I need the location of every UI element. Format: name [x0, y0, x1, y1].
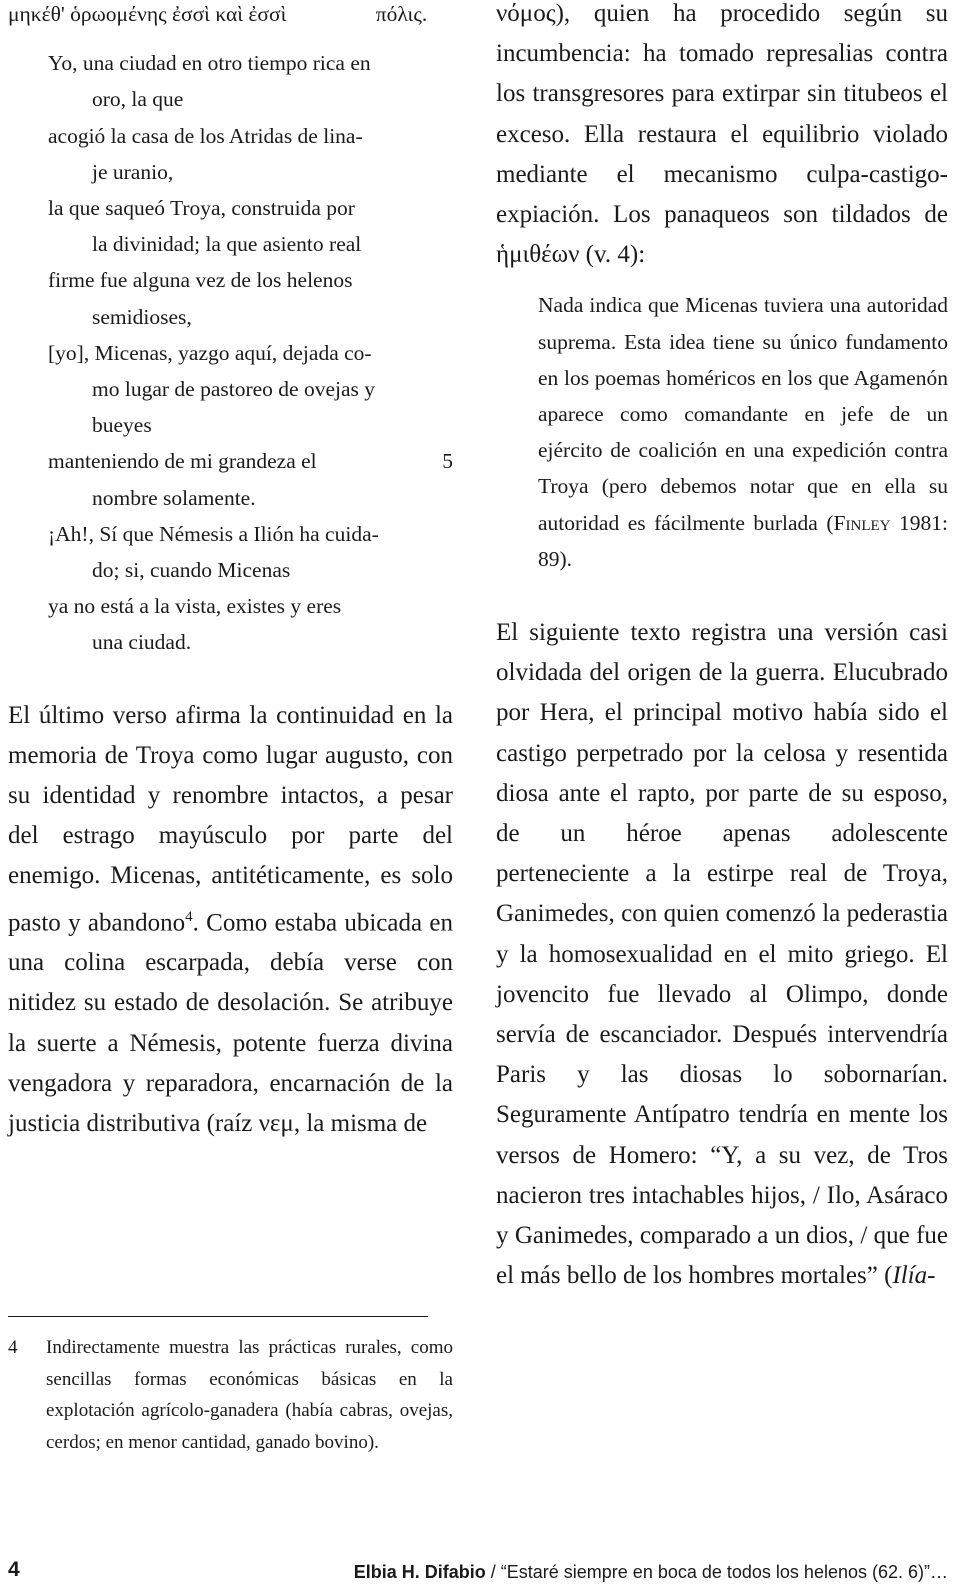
poem-line — [8, 480, 453, 516]
poem-line-text: ya no está a la vista, existes y eres — [48, 594, 342, 619]
footnote-number: 4 — [8, 1337, 18, 1358]
left-column — [8, 0, 453, 1144]
prose-right-1: νόμος), quien ha procedido según su incumbencia: ha tomado represalias contra los transgresores para extirpar sin titubeos el exceso. Ella restaura el equilibrio violado mediante el mecanismo culpa-castigo-expiación. Los panaqueos son tildados de ἡμιθέων (v. 4): — [496, 0, 948, 269]
prose-right-2-text: El siguiente texto registra una versión casi olvidada del origen de la guerra. Elucubrado por Hera, el principal motivo había sido el castigo perpetrado por la celosa y resentida diosa ante el rapto, por parte de su esposo, de un héroe apenas adolescente perteneciente a la estirpe real de Troya, Ganimedes, con quien comenzó la pederastia y la homosexualidad en el mito griego. El jovencito fue llevado al Olimpo, donde servía de escanciador. Después intervendría Paris y las diosas lo sobornarían. Seguramente Antípatro tendría en mente los versos de Homero: “Y, a su vez, de Tros nacieron tres intachables hijos, / Ilo, Asáraco y Ganimedes, comparado a un dios, / que fue el más bello de los hombres mortales” ( — [496, 619, 948, 1290]
page-number: 4 — [8, 1558, 20, 1581]
poem-line — [8, 45, 453, 81]
prose-right-2 — [496, 613, 948, 1296]
poem-line-text: acogió la casa de los Atridas de lina- — [48, 123, 363, 148]
greek-verse — [8, 0, 453, 32]
prose-text-1: El último verso afirma la continuidad en la memoria de Troya como lugar augusto, con su identidad y renombre intactos, a pesar del estrago mayúsculo por parte del enemigo. Micenas, antitéticamente, es solo pasto y abandono — [8, 701, 453, 936]
poem-line-text: do; si, cuando Micenas — [92, 558, 291, 583]
poem-line-text: manteniendo de mi grandeza el — [48, 449, 317, 474]
footer-title: “Estaré siempre en boca de todos los helenos (62. 6)”… — [500, 1562, 948, 1582]
body-paragraph-left — [8, 696, 453, 1145]
quote-text: Nada indica que Micenas tuviera una autoridad suprema. Esta idea tiene su único fundamento en los poemas homéricos en los que Agamenón aparece como comandante en jefe de un ejército de coalición en una expedición contra Troya (pero debemos notar que en ella su autoridad es fácilmente burlada ( — [538, 293, 948, 535]
poem-line — [8, 154, 453, 190]
quote-author: Finley — [833, 510, 891, 535]
right-column — [496, 0, 948, 1297]
footer-separator: / — [485, 1562, 501, 1582]
poem-line — [8, 588, 453, 624]
poem-line — [8, 371, 453, 407]
footer-author: Elbia H. Difabio — [353, 1562, 486, 1582]
poem-line — [8, 81, 453, 117]
greek-line-2: πόλις. — [375, 2, 428, 26]
prose-right-2-italic: Ilía- — [892, 1262, 936, 1290]
greek-line-1: μηκέθ' ὁρωομένης ἐσσὶ καὶ ἐσσὶ — [8, 2, 287, 26]
poem-line — [8, 443, 453, 479]
poem-line — [8, 299, 453, 335]
poem-line — [8, 624, 453, 660]
poem-line-text: ¡Ah!, Sí que Némesis a Ilión ha cuida- — [48, 521, 379, 546]
poem-line — [8, 190, 453, 226]
poem-line-text: [yo], Micenas, yazgo aquí, dejada co- — [48, 340, 372, 365]
poem-line-text: oro, la que — [92, 87, 184, 112]
poem-line-text: Yo, una ciudad en otro tiempo rica en — [48, 51, 371, 76]
poem-line — [8, 335, 453, 371]
poem-line-text: nombre solamente. — [92, 485, 256, 510]
poem-line — [8, 262, 453, 298]
poem-line — [8, 552, 453, 588]
footnote — [8, 1332, 453, 1458]
poem-line — [8, 516, 453, 552]
poem-line-text: una ciudad. — [92, 630, 192, 655]
poem-line-text: la que saqueó Troya, construida por — [48, 196, 355, 221]
poem-line-text: bueyes — [92, 413, 152, 438]
poem-line-text: je uranio, — [92, 159, 174, 184]
block-quote — [496, 287, 948, 577]
poem-line-text: mo lugar de pastoreo de ovejas y — [92, 377, 375, 402]
poem-translation — [8, 45, 453, 660]
running-footer — [354, 1562, 948, 1583]
poem-line — [8, 118, 453, 154]
prose-paragraph — [8, 696, 453, 1145]
poem-line-text: la divinidad; la que asiento real — [92, 232, 362, 257]
poem-line-text: semidioses, — [92, 304, 192, 329]
footnote-ref[interactable]: 4 — [185, 908, 193, 925]
prose-text-2: . Como estaba ubicada en una colina escarpada, debía verse con nitidez su estado de desolación. Se atribuye la suerte a Némesis, potente fuerza divina vengadora y reparadora, encarnación de la justicia distributiva (raíz νεμ, la misma de — [8, 909, 453, 1138]
poem-line — [8, 226, 453, 262]
verse-number: 5 — [442, 449, 453, 474]
poem-line-text: firme fue alguna vez de los helenos — [48, 268, 353, 293]
footnote-divider — [8, 1316, 428, 1317]
page-footer — [8, 1558, 948, 1588]
quote-citation: 1981: 89). — [538, 510, 948, 571]
footnote-text: Indirectamente muestra las prácticas rurales, como sencillas formas económicas básicas en la explotación agrícolo-ganadera (había cabras, ovejas, cerdos; en menor cantidad, ganado bovino). — [46, 1337, 453, 1453]
